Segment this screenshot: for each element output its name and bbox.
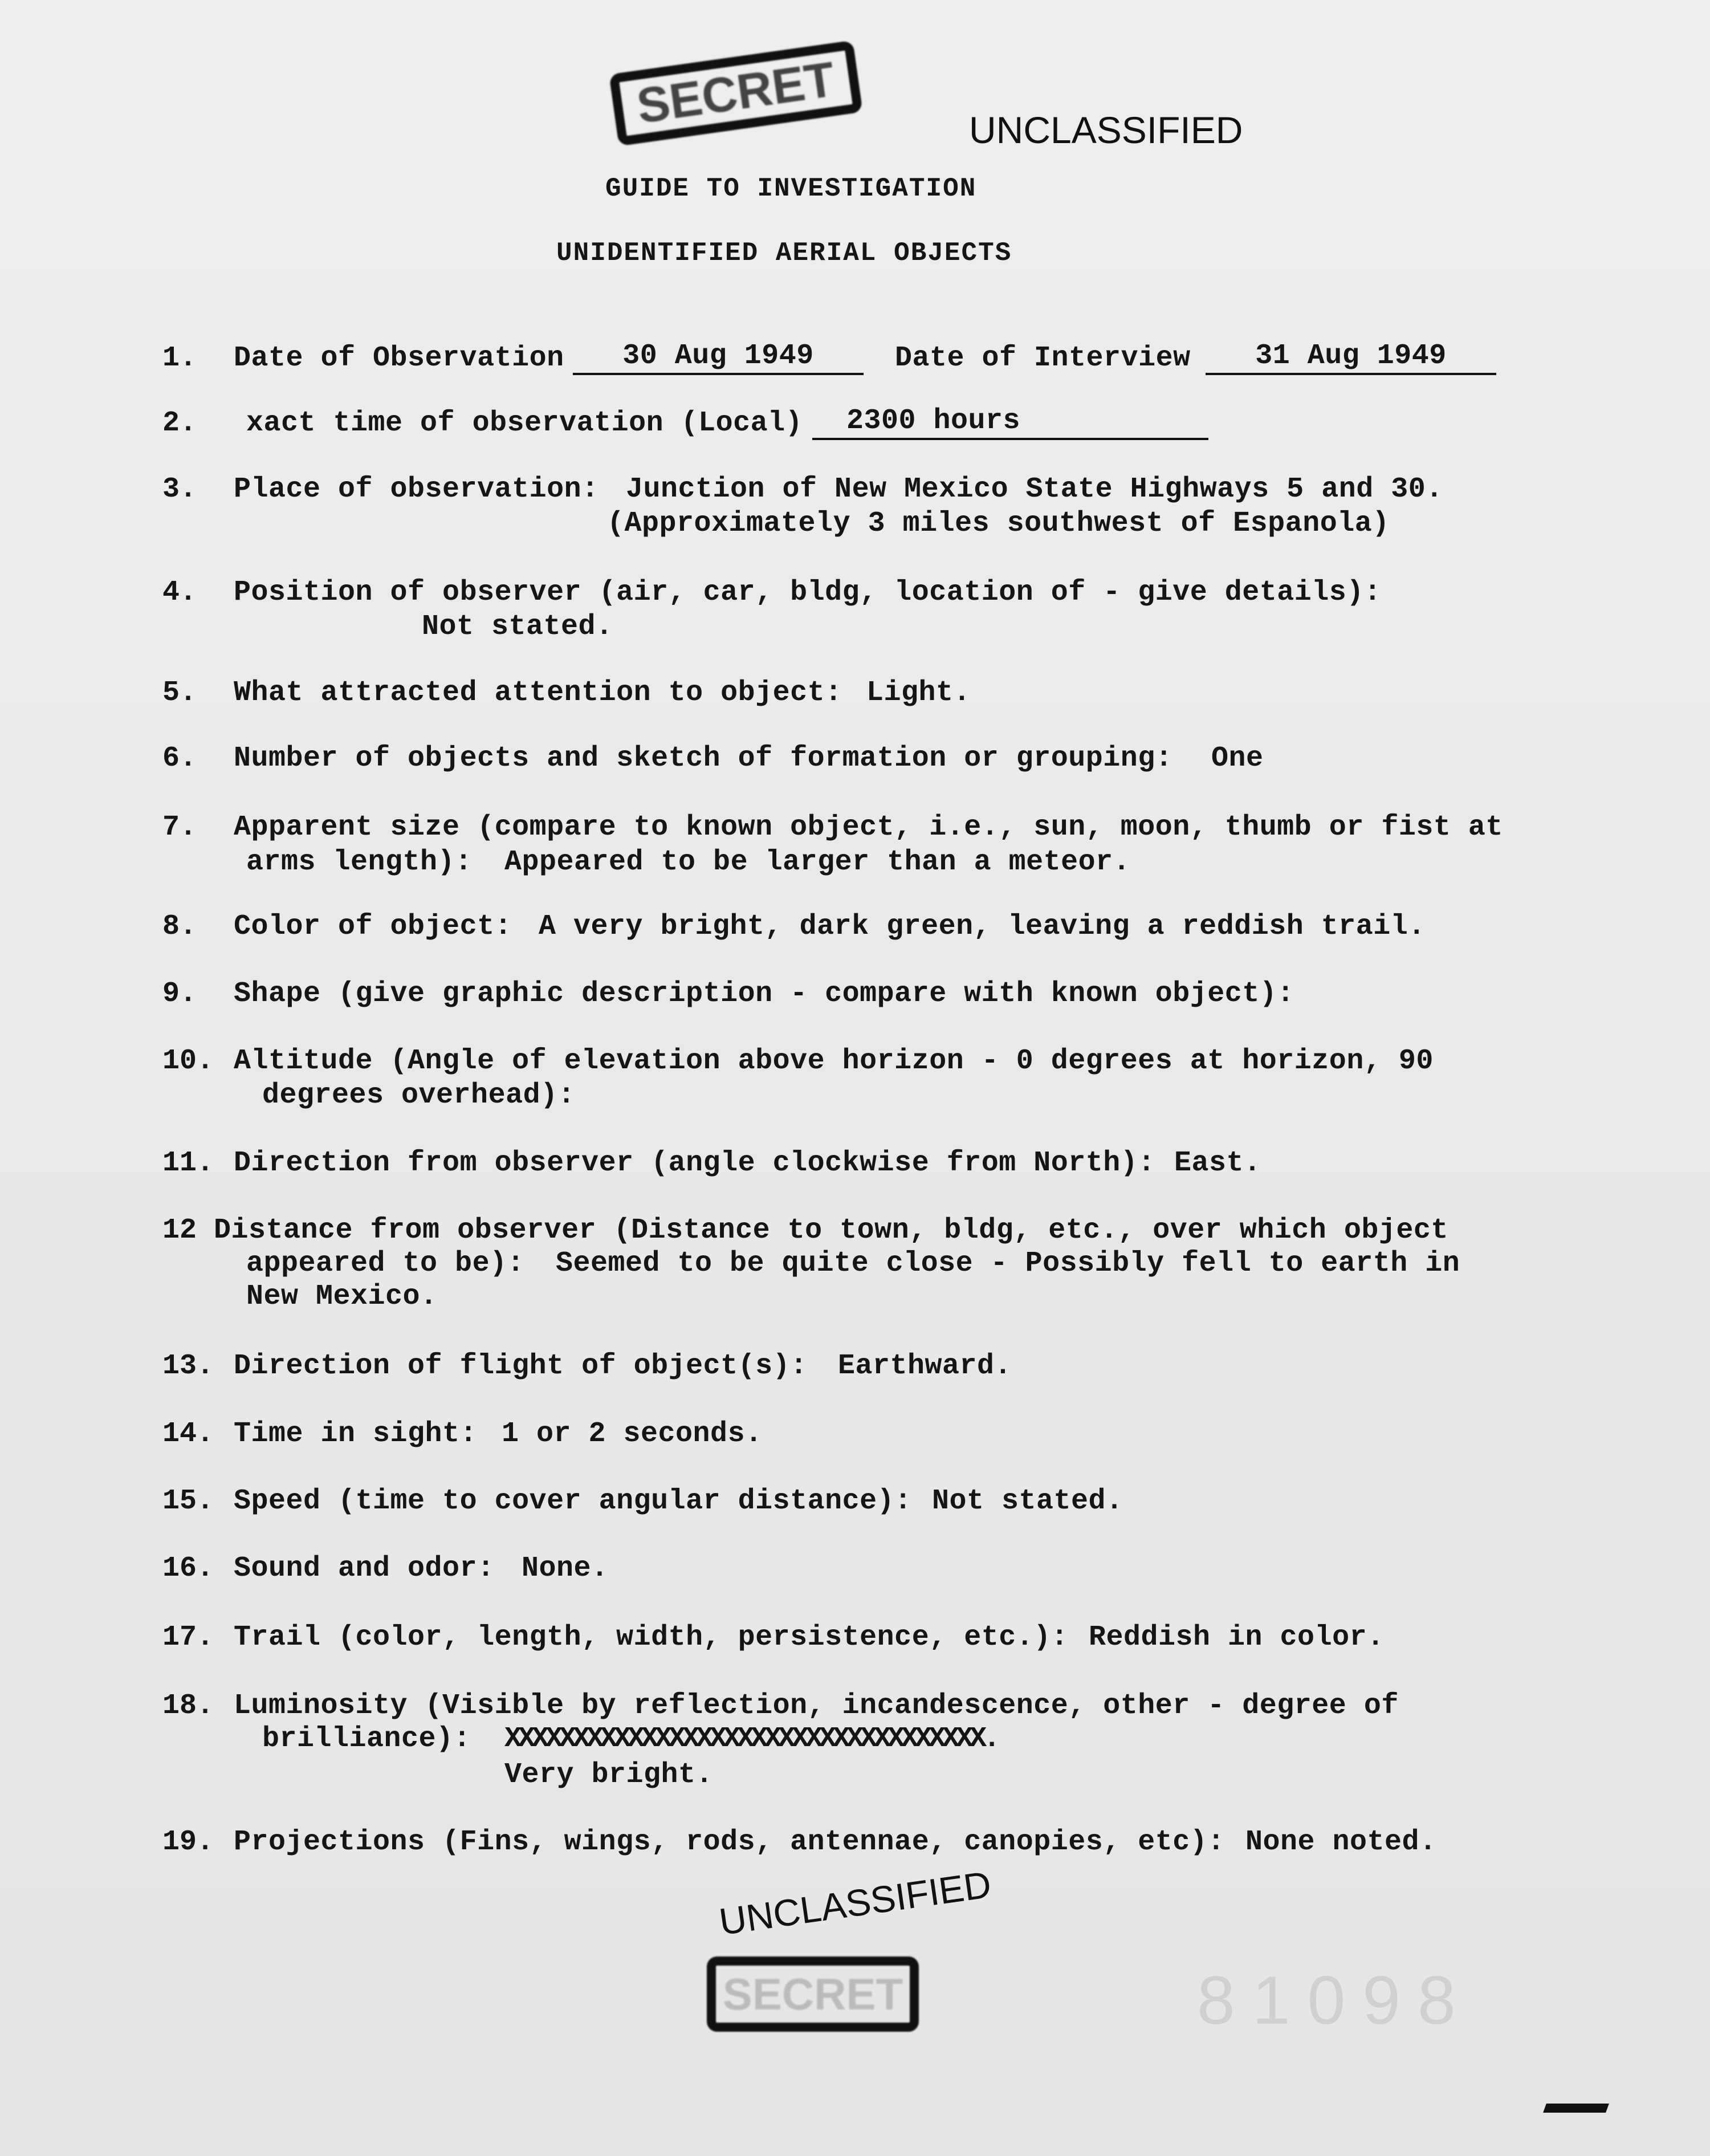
item-value: Light. [866, 677, 971, 709]
item-number: 2. [162, 407, 197, 440]
item-number: 16. [162, 1552, 214, 1585]
item-number: 11. [162, 1147, 214, 1179]
item-label: Luminosity (Visible by reflection, incandescence, other - degree of [234, 1690, 1399, 1722]
item-value: Junction of New Mexico State Highways 5 and 30. [626, 473, 1443, 506]
item-label-continued: brilliance): [262, 1723, 471, 1755]
item-number: 1. [162, 342, 197, 375]
item-number: 19. [162, 1826, 214, 1858]
item-label: Distance from observer (Distance to town, bldg, etc., over which object [214, 1214, 1448, 1247]
item-value: A very bright, dark green, leaving a reddish trail. [539, 910, 1426, 943]
item-number: 7. [162, 811, 197, 844]
item-label-continued: arms length): [246, 846, 473, 878]
item-label: Place of observation: [234, 473, 599, 506]
item-value: Earthward. [838, 1350, 1012, 1382]
item-value: 1 or 2 seconds. [502, 1418, 763, 1450]
document-title: GUIDE TO INVESTIGATION [605, 174, 977, 204]
observation-date-value: 30 Aug 1949 [573, 342, 864, 375]
item-number: 8. [162, 910, 197, 943]
item-label: Trail (color, length, width, persistence, etc.): [234, 1621, 1069, 1654]
item-label-continued: appeared to be): [246, 1247, 525, 1280]
item-value: Seemed to be quite close - Possibly fell to earth in [556, 1247, 1460, 1280]
observation-time-value: 2300 hours [812, 407, 1208, 440]
item-number: 6. [162, 742, 197, 775]
item-label: Time in sight: [234, 1418, 478, 1450]
item-value-continued: New Mexico. [246, 1280, 438, 1313]
item-value: East. [1174, 1147, 1261, 1179]
item-number: 18. [162, 1690, 214, 1722]
item-number: 5. [162, 677, 197, 709]
item-label: Projections (Fins, wings, rods, antennae, canopies, etc): [234, 1826, 1225, 1858]
item-number: 13. [162, 1350, 214, 1382]
item-label: Sound and odor: [234, 1552, 495, 1585]
item-number: 3. [162, 473, 197, 506]
item-value-continued: (Approximately 3 miles southwest of Espanola) [607, 507, 1390, 540]
item-value: Appeared to be larger than a meteor. [504, 846, 1131, 878]
item-label: Position of observer (air, car, bldg, location of - give details): [234, 576, 1382, 609]
item-number: 14. [162, 1418, 214, 1450]
item-number: 12 [162, 1214, 197, 1247]
item-label: Shape (give graphic description - compare with known object): [234, 978, 1294, 1010]
item-label: xact time of observation (Local) [246, 407, 803, 440]
interview-date-value: 31 Aug 1949 [1206, 342, 1496, 375]
item-value: Not stated. [932, 1485, 1123, 1518]
item-label: Direction from observer (angle clockwise from North): [234, 1147, 1155, 1179]
item-number: 4. [162, 576, 197, 609]
edge-mark [1543, 2104, 1609, 2113]
item-label: Date of Observation [234, 342, 564, 375]
item-label: Speed (time to cover angular distance): [234, 1485, 912, 1518]
struck-out-text: XXXXXXXXXXXXXXXXXXXXXXXXXXXXXXXXXXX. [504, 1723, 997, 1755]
item-value: None noted. [1245, 1826, 1437, 1858]
item-value: Very bright. [504, 1759, 714, 1791]
item-number: 17. [162, 1621, 214, 1654]
item-label: Number of objects and sketch of formation or grouping: [234, 742, 1173, 775]
unclassified-stamp-top: UNCLASSIFIED [969, 109, 1243, 151]
item-label: Color of object: [234, 910, 512, 943]
document-subtitle: UNIDENTIFIED AERIAL OBJECTS [556, 238, 1012, 268]
faint-page-number: 81098 [1197, 1962, 1473, 2039]
item-label: What attracted attention to object: [234, 677, 842, 709]
item-value: Not stated. [422, 611, 613, 643]
item-value: One [1211, 742, 1264, 775]
item-value: Reddish in color. [1089, 1621, 1385, 1654]
secret-stamp-top: SECRET [609, 40, 862, 147]
item-label: Date of Interview [895, 342, 1191, 375]
item-label: Altitude (Angle of elevation above horizon - 0 degrees at horizon, 90 [234, 1045, 1434, 1077]
item-value: None. [522, 1552, 609, 1585]
item-label: Apparent size (compare to known object, i.e., sun, moon, thumb or fist at [234, 811, 1503, 844]
item-number: 15. [162, 1485, 214, 1518]
secret-stamp-bottom: SECRET [707, 1956, 919, 2032]
item-number: 9. [162, 978, 197, 1010]
item-label: Direction of flight of object(s): [234, 1350, 808, 1382]
unclassified-stamp-bottom: UNCLASSIFIED [716, 1862, 994, 1943]
item-number: 10. [162, 1045, 214, 1077]
item-label-continued: degrees overhead): [262, 1079, 576, 1112]
